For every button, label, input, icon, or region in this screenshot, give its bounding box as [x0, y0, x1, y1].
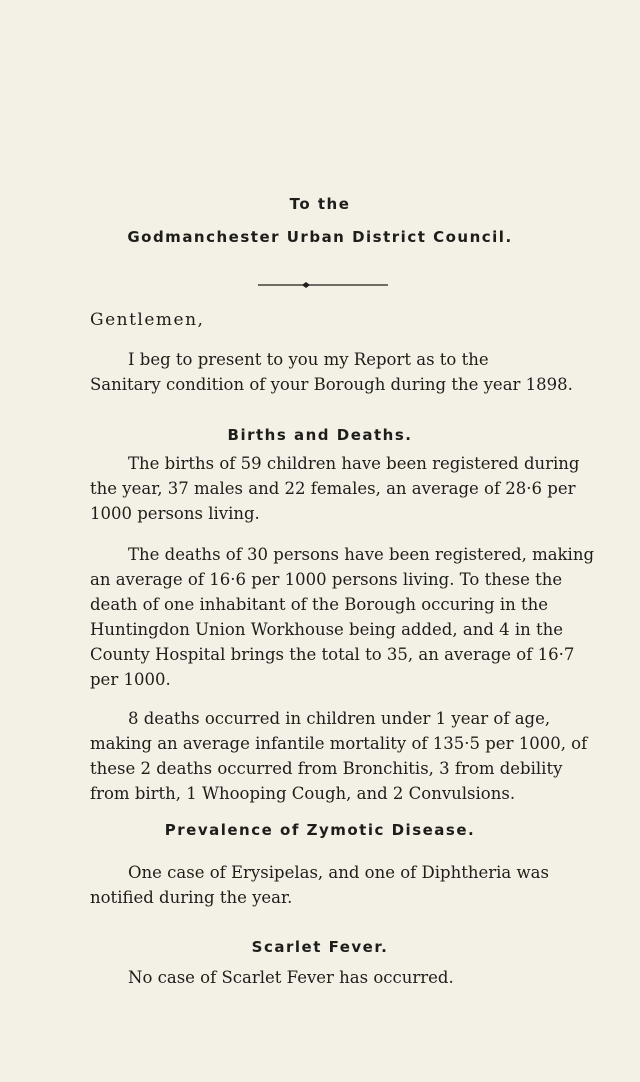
scarlet-heading: Scarlet Fever.	[251, 938, 389, 956]
deaths-line: Huntingdon Union Workhouse being added, and 4 in the	[90, 620, 564, 639]
infant-line: from birth, 1 Whooping Cough, and 2 Convulsions.	[90, 784, 516, 803]
intro-line: I beg to present to you my Report as to the	[128, 350, 489, 369]
council-heading: Godmanchester Urban District Council.	[127, 228, 513, 246]
infant-line: these 2 deaths occurred from Bronchitis, 3 from debility	[90, 759, 563, 778]
intro-line: Sanitary condition of your Borough during the year 1898.	[90, 375, 573, 394]
births-deaths-heading: Births and Deaths.	[227, 426, 413, 444]
deaths-paragraph	[90, 542, 595, 692]
salutation: Gentlemen,	[90, 310, 205, 330]
scarlet-paragraph	[90, 965, 586, 990]
zymotic-line: notified during the year.	[90, 888, 293, 907]
births-line: the year, 37 males and 22 females, an average of 28·6 per	[90, 479, 576, 498]
zymotic-paragraph	[90, 860, 586, 910]
deaths-line: death of one inhabitant of the Borough occuring in the	[90, 595, 549, 614]
infant-mortality-paragraph	[90, 706, 586, 806]
births-line: 1000 persons living.	[90, 504, 260, 523]
intro-paragraph	[90, 347, 586, 397]
to-the-heading: To the	[289, 195, 351, 213]
infant-line: 8 deaths occurred in children under 1 year of age,	[128, 709, 551, 728]
infant-line: making an average infantile mortality of 135·5 per 1000, of	[90, 734, 588, 753]
zymotic-line: One case of Erysipelas, and one of Diphtheria was	[128, 863, 549, 882]
deaths-line: The deaths of 30 persons have been registered, making	[128, 545, 595, 564]
scarlet-line: No case of Scarlet Fever has occurred.	[128, 968, 454, 987]
zymotic-heading: Prevalence of Zymotic Disease.	[164, 821, 476, 839]
deaths-line: per 1000.	[90, 670, 171, 689]
births-paragraph	[90, 451, 586, 526]
ornamental-divider	[258, 281, 388, 289]
deaths-line: an average of 16·6 per 1000 persons living. To these the	[90, 570, 563, 589]
births-line: The births of 59 children have been registered during	[128, 454, 580, 473]
deaths-line: County Hospital brings the total to 35, an average of 16·7	[90, 645, 575, 664]
